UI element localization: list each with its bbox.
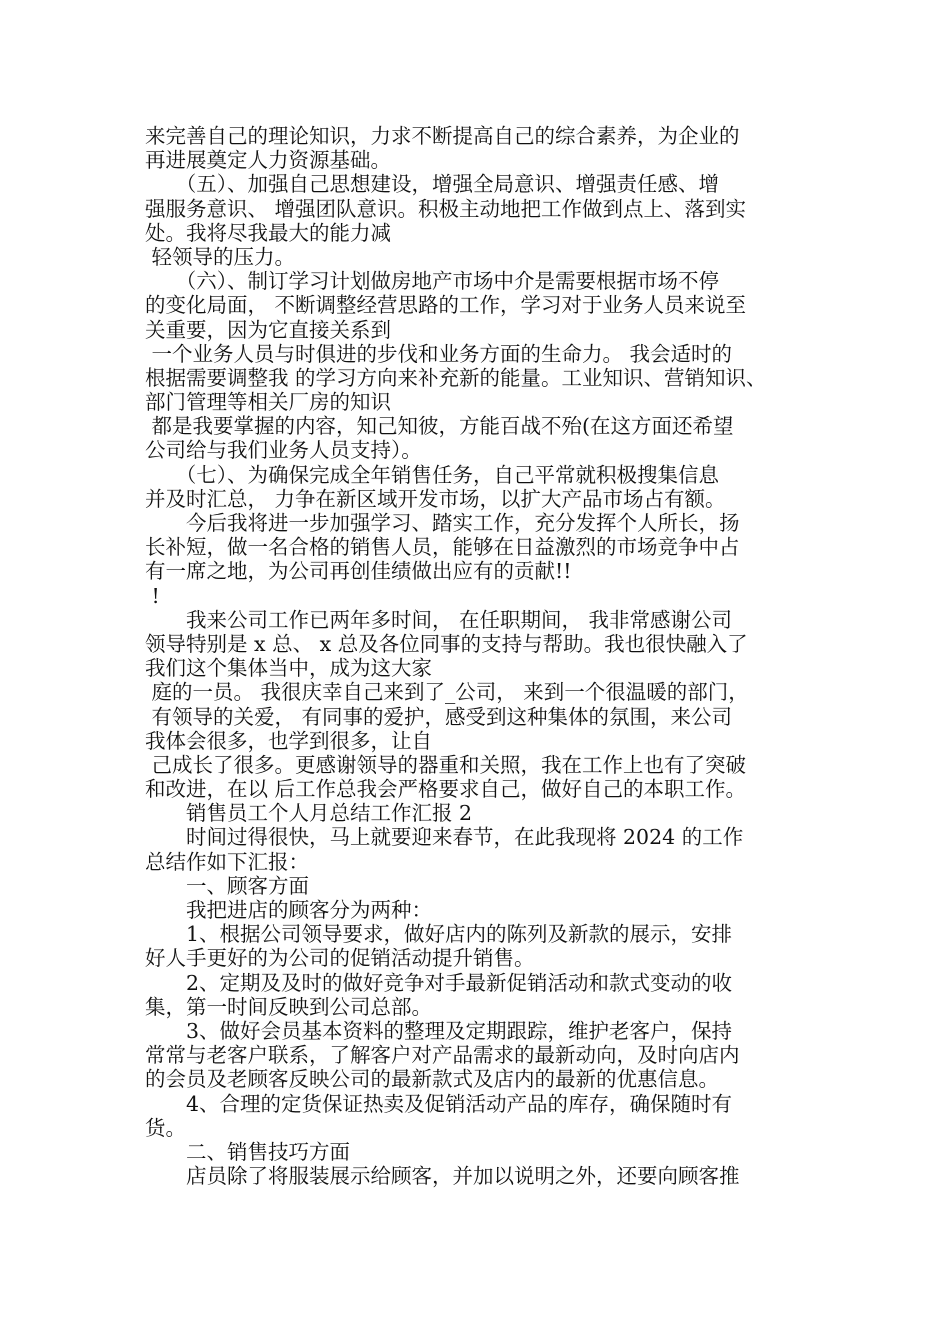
text-line: 总结作如下汇报：: [145, 849, 309, 874]
text-line: 3、做好会员基本资料的整理及定期跟踪，维护老客户，保持: [145, 1018, 733, 1043]
text-line: 货。: [145, 1115, 186, 1140]
text-line: 根据需要调整我 的学习方向来补充新的能量。工业知识、营销知识、: [145, 365, 767, 390]
text-line: 处。我将尽我最大的能力减: [145, 220, 391, 245]
text-line: （七）、为确保完成全年销售任务，自己平常就积极搜集信息: [145, 462, 719, 487]
text-line: 集，第一时间反映到公司总部。: [145, 994, 432, 1019]
text-line: （五）、加强自己思想建设，增强全局意识、增强责任感、增: [145, 172, 719, 197]
text-line: （六）、制订学习计划做房地产市场中介是需要根据市场不停: [145, 269, 719, 294]
text-line: 常常与老客户联系，了解客户对产品需求的最新动向，及时向店内: [145, 1043, 740, 1068]
text-line: 强服务意识、 增强团队意识。积极主动地把工作做到点上、落到实: [145, 196, 747, 221]
text-line: 我们这个集体当中，成为这大家: [145, 656, 432, 681]
subsection-heading: 二、销售技巧方面: [145, 1139, 350, 1164]
text-line: 和改进，在以 后工作总我会严格要求自己，做好自己的本职工作。: [145, 777, 747, 802]
text-line: 有一席之地，为公司再创佳绩做出应有的贡献!!: [145, 559, 572, 584]
text-line: 一个业务人员与时俱进的步伐和业务方面的生命力。 我会适时的: [145, 341, 733, 366]
text-line: 今后我将进一步加强学习、踏实工作，充分发挥个人所长，扬: [145, 511, 740, 535]
text-line: !: [145, 583, 160, 608]
text-line: 2、定期及及时的做好竞争对手最新促销活动和款式变动的收: [145, 970, 733, 995]
text-line: 1、根据公司领导要求，做好店内的陈列及新款的展示，安排: [145, 922, 733, 947]
text-line: 的变化局面， 不断调整经营思路的工作，学习对于业务人员来说至: [145, 293, 747, 318]
text-line: 公司给与我们业务人员支持）。: [145, 438, 422, 463]
text-line: 我把进店的顾客分为两种：: [145, 898, 432, 922]
text-line: 来完善自己的理论知识，力求不断提高自己的综合素养，为企业的: [145, 124, 740, 148]
text-line: 轻领导的压力。: [145, 244, 296, 269]
text-line: 长补短，做一名合格的销售人员，能够在日益激烈的市场竞争中占: [145, 535, 740, 560]
text-line: 有领导的关爱， 有同事的爱护，感受到这种集体的氛围，来公司: [145, 704, 733, 729]
subsection-heading: 一、顾客方面: [145, 873, 309, 898]
section-heading: 销售员工个人月总结工作汇报 2: [145, 801, 473, 826]
text-line: 再进展奠定人力资源基础。: [145, 148, 391, 173]
text-line: 店员除了将服装展示给顾客，并加以说明之外，还要向顾客推: [145, 1164, 740, 1189]
text-line: 时间过得很快，马上就要迎来春节，在此我现将 2024 的工作: [145, 825, 744, 850]
text-line: 部门管理等相关厂房的知识: [145, 390, 391, 415]
text-line: 都是我要掌握的内容，知己知彼，方能百战不殆(在这方面还希望: [145, 414, 734, 439]
text-line: 4、合理的定货保证热卖及促销活动产品的库存，确保随时有: [145, 1091, 733, 1116]
text-line: 我来公司工作已两年多时间， 在任职期间， 我非常感谢公司: [145, 607, 733, 632]
text-line: 庭的一员。 我很庆幸自己来到了_公司， 来到一个很温暖的部门，: [145, 680, 749, 705]
text-line: 好人手更好的为公司的促销活动提升销售。: [145, 946, 535, 971]
text-line: 并及时汇总， 力争在新区域开发市场，以扩大产品市场占有额。: [145, 486, 726, 511]
text-line: 关重要，因为它直接关系到: [145, 317, 391, 342]
text-line: 己成长了很多。更感谢领导的器重和关照，我在工作上也有了突破: [145, 752, 747, 777]
text-line: 的会员及老顾客反映公司的最新款式及店内的最新的优惠信息。: [145, 1067, 719, 1092]
document-body: [145, 124, 815, 1188]
text-line: 我体会很多，也学到很多，让自: [145, 728, 432, 753]
text-line: 领导特别是 x 总、 x 总及各位同事的支持与帮助。我也很快融入了: [145, 631, 748, 656]
